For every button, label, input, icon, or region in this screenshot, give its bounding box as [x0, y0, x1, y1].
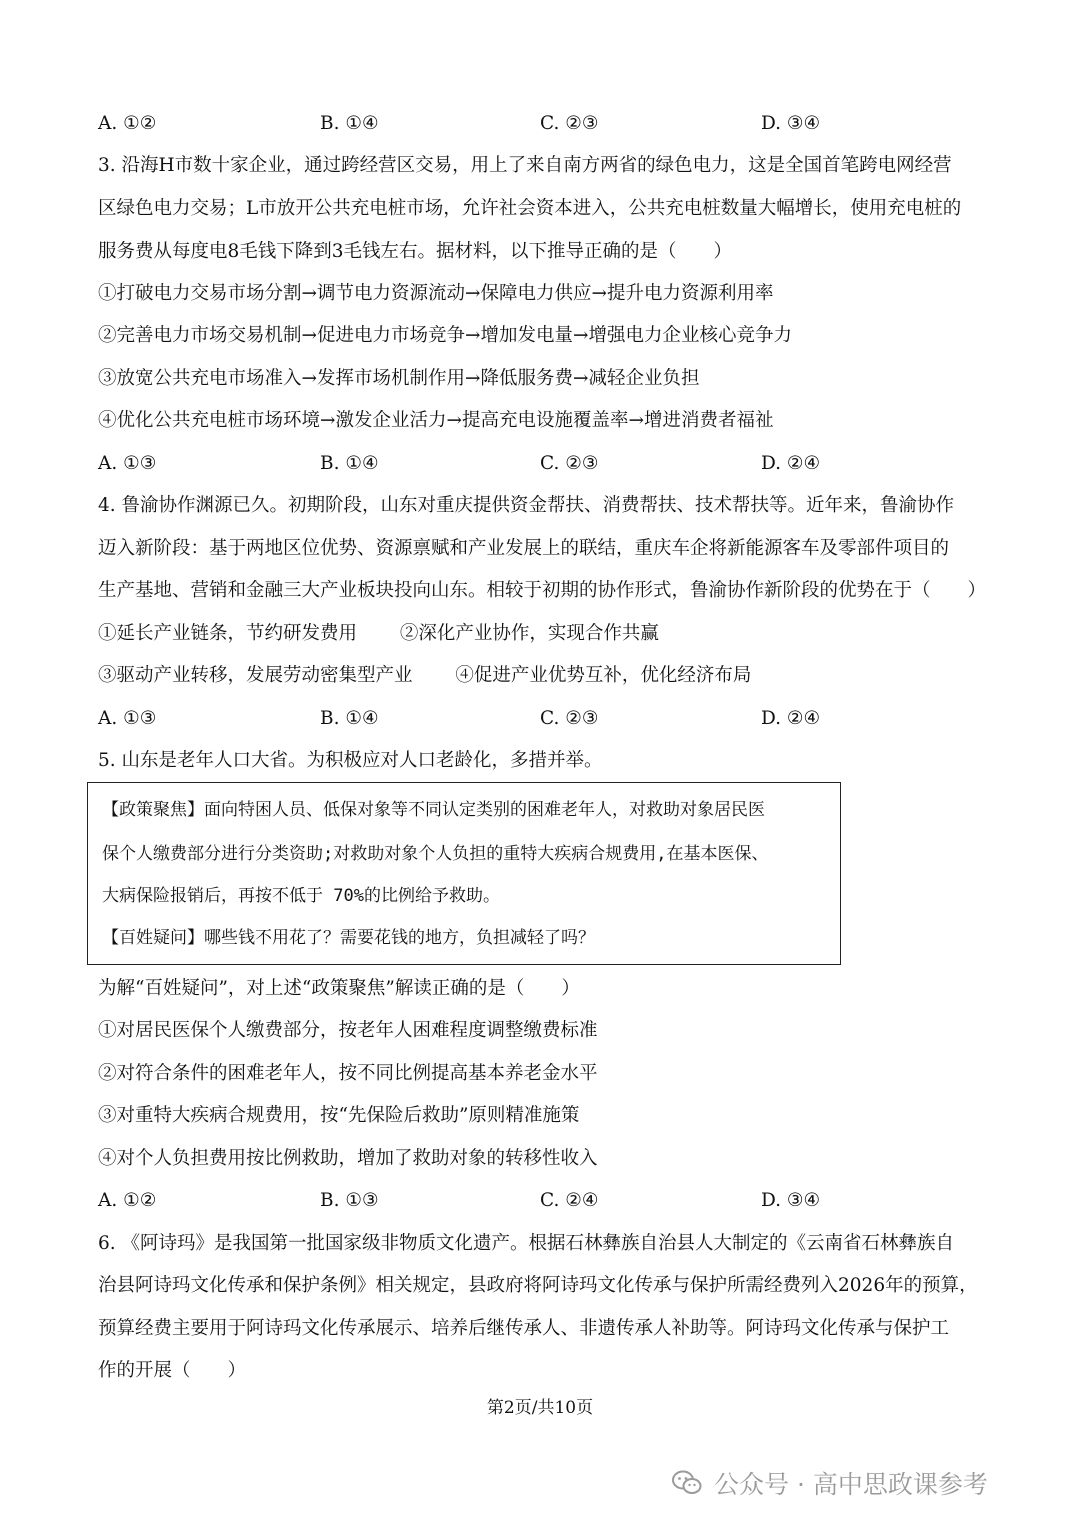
q3-option-d: D. ②④ [761, 453, 821, 474]
q2-option-b: B. ①④ [320, 113, 379, 134]
q3-statement-1: ①打破电力交易市场分割→调节电力资源流动→保障电力供应→提升电力资源利用率 [98, 283, 774, 304]
q6-stem-line-2: 治县阿诗玛文化传承和保护条例》相关规定，县政府将阿诗玛文化传承与保护所需经费列入2026年的预算， [98, 1275, 978, 1296]
q4-option-a: A. ①③ [98, 708, 157, 729]
q3-option-c: C. ②③ [540, 453, 599, 474]
q6-stem-line-1: 6. 《阿诗玛》是我国第一批国家级非物质文化遗产。根据石林彝族自治县人大制定的《云南省石林彝族自 [98, 1233, 955, 1254]
q3-option-b: B. ①④ [320, 453, 379, 474]
q3-statement-3: ③放宽公共充电市场准入→发挥市场机制作用→降低服务费→减轻企业负担 [98, 368, 700, 389]
q5-question: 为解“百姓疑问”，对上述“政策聚焦”解读正确的是（ ） [98, 978, 580, 999]
q2-option-d: D. ③④ [761, 113, 821, 134]
q4-stem-line-1: 4. 鲁渝协作渊源已久。初期阶段，山东对重庆提供资金帮扶、消费帮扶、技术帮扶等。近年来，鲁渝协作 [98, 495, 955, 516]
q5-intro: 5. 山东是老年人口大省。为积极应对人口老龄化，多措并举。 [98, 750, 603, 771]
q5-option-a: A. ①② [98, 1190, 157, 1211]
q4-option-c: C. ②③ [540, 708, 599, 729]
q5-statement-2: ②对符合条件的困难老年人，按不同比例提高基本养老金水平 [98, 1063, 598, 1084]
q3-stem-line-1: 3. 沿海H市数十家企业，通过跨经营区交易，用上了来自南方两省的绿色电力，这是全国首笔跨电网经营 [98, 155, 952, 176]
q3-stem-line-3: 服务费从每度电8毛钱下降到3毛钱左右。据材料，以下推导正确的是（ ） [98, 241, 733, 262]
q3-option-a: A. ①③ [98, 453, 157, 474]
watermark-text: 公众号 · 高中思政课参考 [714, 1470, 988, 1499]
q3-statement-2: ②完善电力市场交易机制→促进电力市场竞争→增加发电量→增强电力企业核心竞争力 [98, 325, 793, 346]
q5-option-c: C. ②④ [540, 1190, 599, 1211]
q5-box-line-3: 大病保险报销后，再按不低于 70%的比例给予救助。 [102, 886, 500, 906]
q2-option-a: A. ①② [98, 113, 157, 134]
q3-statement-4: ④优化公共充电桩市场环境→激发企业活力→提高充电设施覆盖率→增进消费者福祉 [98, 410, 774, 431]
q5-box-line-4: 【百姓疑问】哪些钱不用花了？需要花钱的地方，负担减轻了吗？ [102, 928, 595, 948]
wechat-icon [672, 1470, 702, 1496]
q5-statement-1: ①对居民医保个人缴费部分，按老年人困难程度调整缴费标准 [98, 1020, 598, 1041]
q6-stem-line-3: 预算经费主要用于阿诗玛文化传承展示、培养后继传承人、非遗传承人补助等。阿诗玛文化传承与保护工 [98, 1318, 950, 1339]
q5-box-line-1: 【政策聚焦】面向特困人员、低保对象等不同认定类别的困难老年人，对救助对象居民医 [102, 800, 765, 820]
q5-statement-4: ④对个人负担费用按比例救助，增加了救助对象的转移性收入 [98, 1148, 598, 1169]
q5-option-b: B. ①③ [320, 1190, 379, 1211]
q4-statement-3-4: ③驱动产业转移，发展劳动密集型产业 ④促进产业优势互补，优化经济布局 [98, 665, 752, 686]
q4-option-b: B. ①④ [320, 708, 379, 729]
q5-option-d: D. ③④ [761, 1190, 821, 1211]
q3-stem-line-2: 区绿色电力交易；L市放开公共充电桩市场，允许社会资本进入，公共充电桩数量大幅增长，使用充电桩的 [98, 198, 962, 219]
q4-statement-1-2: ①延长产业链条，节约研发费用 ②深化产业协作，实现合作共赢 [98, 623, 659, 644]
q4-option-d: D. ②④ [761, 708, 821, 729]
q5-statement-3: ③对重特大疾病合规费用，按“先保险后救助”原则精准施策 [98, 1105, 580, 1126]
page-number: 第2页/共10页 [486, 1398, 594, 1418]
watermark [672, 1465, 988, 1501]
q6-stem-line-4: 作的开展（ ） [98, 1360, 247, 1381]
q4-stem-line-2: 迈入新阶段：基于两地区位优势、资源禀赋和产业发展上的联结，重庆车企将新能源客车及零部件项目的 [98, 538, 950, 559]
q2-option-c: C. ②③ [540, 113, 599, 134]
q4-stem-line-3: 生产基地、营销和金融三大产业板块投向山东。相较于初期的协作形式，鲁渝协作新阶段的优势在于（ ） [98, 580, 987, 601]
q5-box-line-2: 保个人缴费部分进行分类资助;对救助对象个人负担的重特大疾病合规费用,在基本医保、 [102, 844, 769, 864]
